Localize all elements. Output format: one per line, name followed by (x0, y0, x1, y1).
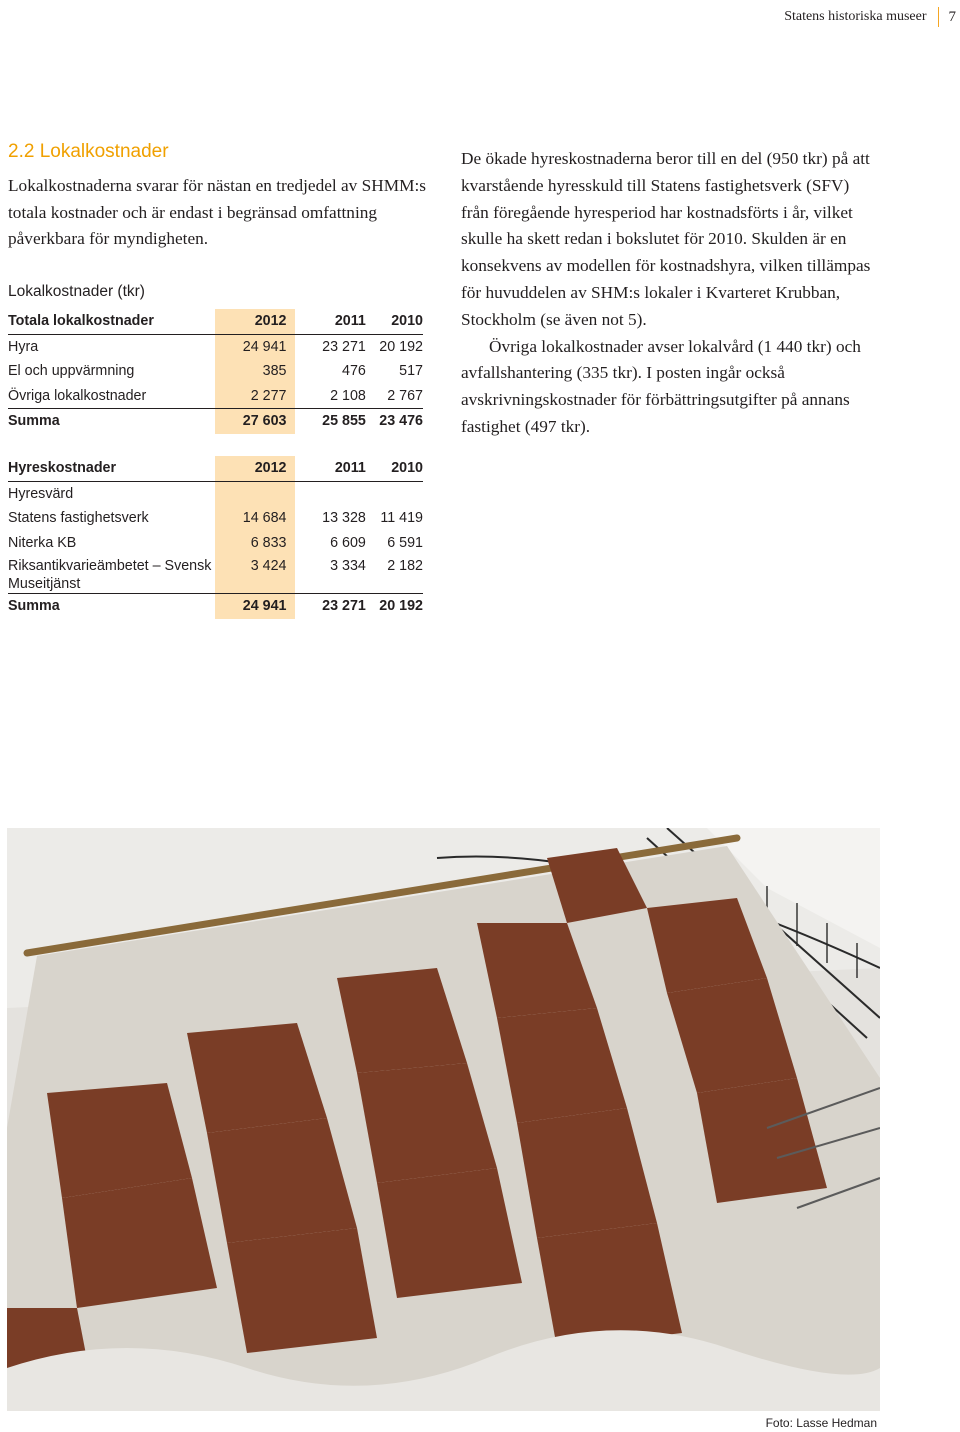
year-2012: 2012 (215, 456, 295, 481)
page-number: 7 (948, 8, 956, 25)
table-row (8, 531, 423, 556)
table-sum-row (8, 409, 423, 434)
table-row (8, 359, 423, 384)
page-header (784, 6, 960, 28)
row-label: Statens fastighetsverk (8, 510, 149, 527)
value-2011: 476 (342, 363, 366, 380)
table-row (8, 555, 423, 594)
sum-2012: 27 603 (215, 409, 295, 434)
patchwork-sail-photo (7, 828, 880, 1411)
table-header-row (8, 456, 423, 481)
row-label: Riksantikvarieämbetet – Svensk Museitjänst (8, 558, 212, 592)
year-2012: 2012 (215, 309, 295, 334)
body-paragraph: De ökade hyreskostnaderna beror till en del (950 tkr) på att kvarstående hyresskuld till Statens fastighetsverk (SFV) från föregående hyresperiod har kostnadsförts i år, vilket skulle ha skett redan i bokslutet för 2010. Skulden är en konsekvens av modellen för kostnadshyra, vilken tillämpas för huvuddelen av SHM:s lokaler i Kvarteret Krubban, Stockholm (se även not 5). (461, 149, 871, 329)
body-text-column (461, 146, 881, 441)
value-2012: 24 941 (215, 334, 295, 359)
photo-credit: Foto: Lasse Hedman (765, 1416, 877, 1430)
value-2011: 6 609 (330, 534, 366, 551)
sum-label: Summa (8, 409, 215, 434)
year-2010: 2010 (366, 456, 423, 481)
value-2010: 517 (399, 363, 423, 380)
value-2012: 3 424 (215, 555, 295, 594)
value-2012: 385 (215, 359, 295, 384)
sum-2010: 23 476 (366, 409, 423, 434)
value-2010: 2 182 (387, 558, 423, 574)
table-sum-row (8, 594, 423, 619)
sum-2012: 24 941 (215, 594, 295, 619)
value-2010: 6 591 (387, 534, 423, 551)
value-2011: 2 108 (330, 387, 366, 404)
sum-label: Summa (8, 594, 215, 619)
section-heading: 2.2 Lokalkostnader (8, 141, 169, 162)
sum-2010: 20 192 (366, 594, 423, 619)
table-caption: Lokalkostnader (tkr) (8, 283, 145, 300)
value-2012: 6 833 (215, 531, 295, 556)
year-2011: 2011 (295, 456, 366, 481)
table-group-row (8, 481, 423, 506)
value-2012: 2 277 (215, 384, 295, 409)
row-label: Hyra (8, 338, 39, 355)
table-row (8, 384, 423, 409)
value-2010: 2 767 (387, 387, 423, 404)
table-header-row (8, 309, 423, 334)
sum-2011: 23 271 (295, 594, 366, 619)
header-label: Totala lokalkostnader (8, 309, 215, 334)
value-2011: 23 271 (322, 338, 366, 355)
sum-2011: 25 855 (295, 409, 366, 434)
table-row (8, 506, 423, 531)
row-label: Niterka KB (8, 534, 77, 551)
value-2010: 11 419 (380, 510, 423, 527)
body-paragraph: Övriga lokalkostnader avser lokalvård (1 440 tkr) och avfallshantering (335 tkr). I posten ingår också avskrivningskostnader för förbättringsutgifter på annans fastighet (497 tkr). (461, 336, 861, 436)
intro-paragraph: Lokalkostnaderna svarar för nästan en tredjedel av SHMM:s totala kostnader och är endast i begränsad omfattning påverkbara för myndigheten. (8, 176, 426, 248)
row-label: El och uppvärmning (8, 363, 135, 380)
value-2011: 3 334 (330, 558, 366, 574)
publication-name: Statens historiska museer (784, 9, 927, 24)
group-label: Hyresvärd (8, 485, 74, 502)
value-2011: 13 328 (322, 510, 366, 527)
row-label: Övriga lokalkostnader (8, 387, 147, 404)
table-row (8, 334, 423, 359)
year-2011: 2011 (295, 309, 366, 334)
value-2010: 20 192 (379, 338, 423, 355)
value-2012: 14 684 (215, 506, 295, 531)
header-label: Hyreskostnader (8, 456, 215, 481)
year-2010: 2010 (366, 309, 423, 334)
